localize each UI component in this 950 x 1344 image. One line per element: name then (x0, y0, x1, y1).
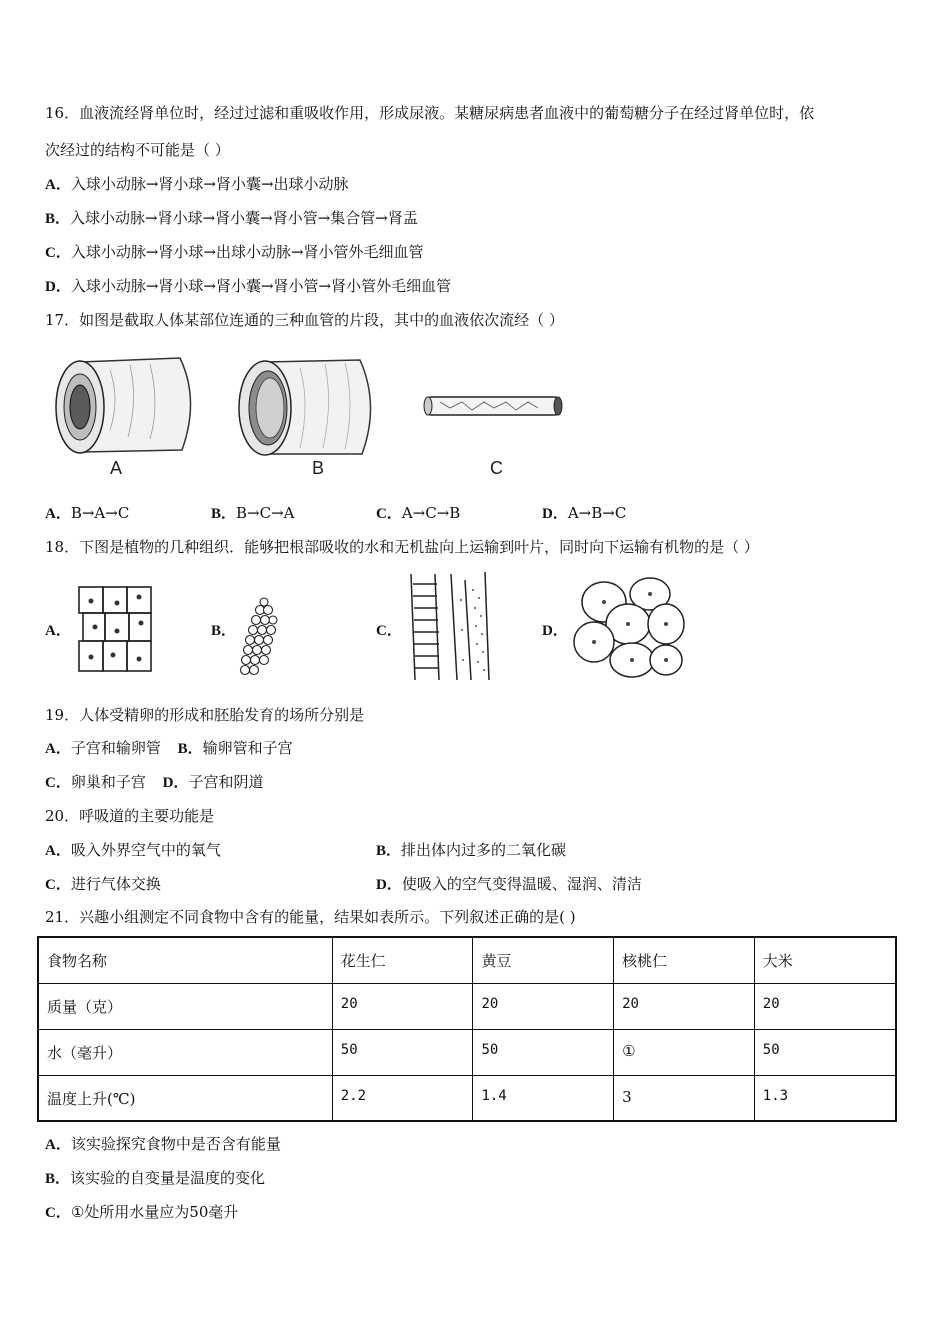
option-letter: D． (376, 877, 402, 893)
q16-option-a[interactable] (45, 174, 349, 195)
q21-option-b[interactable] (45, 1168, 265, 1189)
table-header-cell: 黄豆 (473, 937, 614, 983)
q20-option-a[interactable] (45, 840, 221, 861)
option-letter: B． (177, 741, 203, 757)
option-letter: C． (45, 245, 71, 261)
option-letter: B． (376, 843, 402, 859)
q16-stem-line1: 16．血液流经肾单位时，经过过滤和重吸收作用，形成尿液。某糖尿病患者血液中的葡萄糖分子在经过肾单位时，依 (45, 104, 815, 122)
option-text: A→B→C (567, 504, 627, 522)
table-cell: 质量（克） (38, 983, 332, 1029)
option-letter: A． (45, 741, 71, 757)
table-header-cell: 花生仁 (332, 937, 473, 983)
option-text: 该实验的自变量是温度的变化 (70, 1169, 266, 1187)
figure-label-a: A (110, 458, 123, 478)
tissue-b-meristem-image (238, 594, 284, 678)
option-letter: B． (211, 623, 237, 639)
option-letter: D． (542, 506, 568, 522)
figure-label-b: B (312, 458, 325, 478)
option-letter: C． (45, 775, 71, 791)
tissue-a-parenchyma-image (75, 583, 157, 677)
option-letter: D． (45, 279, 71, 295)
table-cell: 水（毫升） (38, 1029, 332, 1075)
option-letter: B． (45, 1171, 71, 1187)
option-letter: B． (211, 506, 237, 522)
option-letter: C． (376, 506, 402, 522)
table-header-cell: 核桃仁 (614, 937, 755, 983)
table-cell: 20 (614, 983, 755, 1029)
q18-option-b[interactable] (211, 620, 236, 641)
tissue-d-storage-cells-image (570, 576, 690, 680)
option-letter: A． (45, 1137, 71, 1153)
option-letter: C． (45, 1205, 71, 1221)
table-cell: 3 (614, 1075, 755, 1121)
q21-option-c[interactable] (45, 1202, 238, 1223)
q17-option-b[interactable] (211, 503, 295, 524)
vessel-a-artery-image (56, 358, 191, 453)
option-text: 该实验探究食物中是否含有能量 (70, 1135, 281, 1153)
q18-stem: 18．下图是植物的几种组织．能够把根部吸收的水和无机盐向上运输到叶片，同时向下运输有机物的是（ ） (45, 538, 759, 556)
vessel-b-vein-image (239, 360, 371, 455)
blood-vessel-figure (50, 350, 570, 460)
option-letter: A． (45, 843, 71, 859)
table-cell: ① (614, 1029, 755, 1075)
figure-label-c: C (490, 458, 503, 478)
option-text: 子宫和阴道 (188, 773, 264, 791)
q19-option-b[interactable] (178, 739, 293, 757)
q20-stem: 20．呼吸道的主要功能是 (45, 807, 215, 825)
table-row (38, 1029, 896, 1075)
table-row (38, 983, 896, 1029)
option-letter: D． (162, 775, 189, 791)
q16-option-c[interactable] (45, 242, 424, 263)
tissue-c-conducting-image (405, 570, 493, 682)
q20-option-d[interactable] (376, 874, 642, 895)
option-text: 入球小动脉→肾小球→出球小动脉→肾小管外毛细血管 (70, 243, 424, 261)
option-letter: A． (45, 177, 71, 193)
table-cell: 20 (473, 983, 614, 1029)
q20-option-c[interactable] (45, 874, 161, 895)
option-text: A→C→B (401, 504, 461, 522)
table-cell: 20 (332, 983, 473, 1029)
q21-option-a[interactable] (45, 1134, 281, 1155)
option-letter: C． (45, 877, 71, 893)
q19-option-row1 (45, 738, 293, 759)
q17-stem: 17．如图是截取人体某部位连通的三种血管的片段，其中的血液依次流经（ ） (45, 311, 564, 329)
table-row (38, 1075, 896, 1121)
table-cell: 2.2 (332, 1075, 473, 1121)
q19-option-a[interactable] (45, 739, 161, 757)
option-letter: A． (45, 623, 71, 639)
table-cell: 温度上升(℃) (38, 1075, 332, 1121)
q19-option-c[interactable] (45, 773, 146, 791)
table-header-row (38, 937, 896, 983)
option-text: B→A→C (70, 504, 130, 522)
option-text: 使吸入的空气变得温暖、湿润、清洁 (401, 875, 642, 893)
option-letter: C． (376, 623, 402, 639)
option-letter: A． (45, 506, 71, 522)
q19-option-d[interactable] (163, 773, 264, 791)
q18-option-d[interactable] (542, 620, 568, 641)
table-header-cell: 大米 (754, 937, 896, 983)
table-cell: 20 (754, 983, 896, 1029)
q18-option-a[interactable] (45, 620, 71, 641)
option-text: B→C→A (236, 504, 295, 522)
q17-option-a[interactable] (45, 503, 129, 524)
table-cell: 1.4 (473, 1075, 614, 1121)
option-text: 输卵管和子宫 (202, 739, 293, 757)
option-text: ①处所用水量应为50毫升 (70, 1203, 239, 1221)
option-letter: D． (542, 623, 568, 639)
option-text: 吸入外界空气中的氧气 (70, 841, 221, 859)
option-text: 进行气体交换 (70, 875, 161, 893)
option-text: 卵巢和子宫 (70, 773, 146, 791)
option-letter: B． (45, 211, 71, 227)
table-cell: 1.3 (754, 1075, 896, 1121)
option-text: 入球小动脉→肾小球→肾小囊→肾小管→肾小管外毛细血管 (70, 277, 452, 295)
option-text: 入球小动脉→肾小球→肾小囊→出球小动脉 (70, 175, 349, 193)
q16-option-b[interactable] (45, 208, 418, 229)
table-header-cell: 食物名称 (38, 937, 332, 983)
q17-option-c[interactable] (376, 503, 460, 524)
table-cell: 50 (754, 1029, 896, 1075)
vessel-c-capillary-image (424, 397, 562, 415)
table-cell: 50 (473, 1029, 614, 1075)
option-text: 入球小动脉→肾小球→肾小囊→肾小管→集合管→肾盂 (70, 209, 418, 227)
q19-stem: 19．人体受精卵的形成和胚胎发育的场所分别是 (45, 706, 365, 724)
q18-option-c[interactable] (376, 620, 402, 641)
q21-stem: 21．兴趣小组测定不同食物中含有的能量，结果如表所示。下列叙述正确的是( ) (45, 908, 576, 926)
q16-stem-line2: 次经过的结构不可能是（ ） (45, 141, 230, 159)
q16-option-d[interactable] (45, 276, 451, 297)
option-text: 排出体内过多的二氧化碳 (401, 841, 567, 859)
option-text: 子宫和输卵管 (70, 739, 161, 757)
q20-option-b[interactable] (376, 840, 566, 861)
food-energy-table (37, 936, 897, 1122)
q17-option-d[interactable] (542, 503, 626, 524)
table-cell: 50 (332, 1029, 473, 1075)
q19-option-row2 (45, 772, 264, 793)
